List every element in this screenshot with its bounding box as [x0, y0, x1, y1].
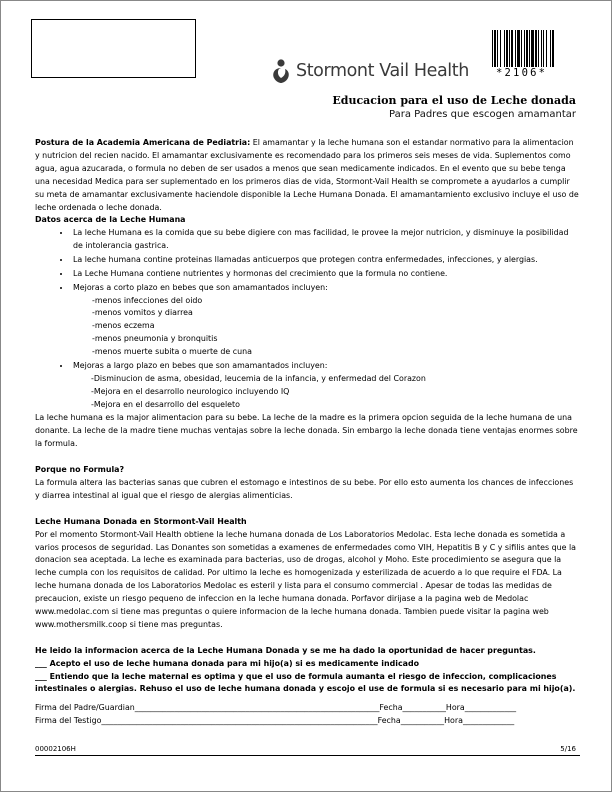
footer-rule: [35, 755, 580, 756]
facts-list: [35, 227, 580, 411]
consent-accept-option[interactable]: ___ Acepto el uso de leche humana donada para mi hijo(a) si es medicamente indicado: [35, 658, 420, 668]
consent-statement: He leido la informacion acerca de la Leche Humana Donada y se me ha dado la oportunidad de hacer preguntas.: [35, 645, 536, 655]
donated-heading: Leche Humana Donada en Stormont-Vail Health: [35, 516, 247, 526]
facts-closing-paragraph: La leche humana es la major alimentacion para su bebe. La leche de la madre es la primera opcion seguida de la leche humana de una donante. La leche de la madre tiene muchas ventajas sobre la leche donada. Sin embargo la leche donada tiene ventajas enormes sobre la formula.: [35, 413, 578, 449]
barcode-number: *2106*: [496, 67, 548, 79]
formula-heading: Porque no Formula?: [35, 465, 125, 475]
brand-logo: [271, 57, 481, 85]
fact-text: Mejoras a largo plazo en bebes que son amamantados incluyen:: [73, 360, 328, 370]
long-term-item: -Disminucion de asma, obesidad, leucemia de la infancia, y enfermedad del Corazon: [91, 373, 426, 383]
stormont-vail-logo-icon: [271, 58, 291, 84]
parent-signature-line[interactable]: Firma del Padre/Guardian______________________________________________________________Fecha___________Hora_____________: [35, 703, 517, 712]
short-term-item: -menos pneumonia y bronquitis: [92, 334, 218, 344]
aap-text: El amamantar y la leche humana son el estandar normativo para la alimentacion y nutricion del recien nacido. El amamantar exclusivamente es recomendado para los primeros seis meses de vida. Suplementos como agua, agua azucarada, o formula no deben de ser usados a menos que sean medicamente indicados. En el evento que su bebe tenga una necesidad Medica para ser suplementado en los primeros dias de vida, Stormont-Vail Health se compromete a ayudarlos a cumplir su meta de amamantar exclusivamente haciendole disponible la Leche Humana Donada. El amamantamiento exclusivo incluye el uso de leche ordenada o leche donada.: [35, 138, 579, 212]
short-term-item: -menos eczema: [92, 321, 155, 331]
patient-label-box: [31, 19, 196, 78]
consent-decline-option[interactable]: ___ Entiendo que la leche maternal es optima y que el uso de formula aumanta el riesgo de infeccion, complicaciones intestinales o alergias. Rehuso el uso de leche humana donada y escojo el use de formula si es necesario para mi hijo(a).: [35, 671, 576, 694]
fact-item: • La Leche Humana contiene nutrientes y hormonas del crecimiento que la formula no contiene.: [71, 268, 580, 281]
formula-paragraph: La formula altera las bacterias sanas que cubren el estomago e intestinos de su bebe. Por ello esto aumenta los chances de infecciones y diarrea intestinal al igual que el riesgo de alergias alimenticias.: [35, 478, 574, 500]
document-body: [35, 137, 580, 696]
barcode: [492, 30, 577, 67]
fact-item: • La leche Humana es la comida que su bebe digiere con mas facilidad, le provee la mejor nutricion, y disminuye la posibilidad de intolerancia gastrica.: [71, 227, 580, 253]
facts-heading: Datos acerca de la Leche Humana: [35, 215, 186, 225]
document-subtitle: Para Padres que escogen amamantar: [389, 109, 576, 120]
aap-label: Postura de la Academia Americana de Pediatria:: [35, 138, 251, 147]
document-title: Educacion para el uso de Leche donada: [332, 94, 576, 107]
form-number: 00002106H: [35, 745, 76, 753]
form-date: 5/16: [560, 745, 576, 753]
fact-item: [71, 282, 580, 359]
short-term-list: [73, 295, 580, 360]
donated-paragraph: Por el momento Stormont-Vail Health obtiene la leche humana donada de Los Laboratorios Medolac. Esta leche donada es sometida a varios procesos de seguridad. Las Donantes son sometidas a examenes de enfermedades como VIH, Hepatitis B y C y sifilis antes que la donacion sea aceptada. La leche es examinada para bacterias, uso de drogas, alcohol y Moho. Este procedimiento se asegura que la leche cumpla con los requisitos de calidad. Por ultimo la leche es homogenizada y esterilizada de acuerdo a lo que require el FDA. La leche humana donada de los Laboratorios Medolac es esteril y lista para el consumo commercial . Apesar de todas las medidas de precaucion, existe un riesgo pequeno de infeccion en la leche humana donada. Porfavor dirijase a la pagina web de Medolac www.medolac.com si tiene mas preguntas o quiere informacion de la leche humana donada. Tambien puede visitar la pagina web www.mothersmilk.coop si tiene mas preguntas.: [35, 529, 577, 629]
fact-text: Mejoras a corto plazo en bebes que son amamantados incluyen:: [73, 282, 328, 292]
logo-text: Stormont Vail Health: [296, 61, 469, 81]
short-term-item: -menos vomitos y diarrea: [92, 308, 193, 318]
fact-item: [71, 360, 580, 412]
long-term-item: -Mejora en el desarrollo neurologico incluyendo IQ: [91, 386, 290, 396]
short-term-item: -menos muerte subita o muerte de cuna: [92, 347, 252, 357]
witness-signature-line[interactable]: Firma del Testigo______________________________________________________________________Fecha___________Hora_____________: [35, 716, 515, 725]
long-term-item: -Mejora en el desarrollo del esqueleto: [91, 399, 240, 409]
short-term-item: -menos infecciones del oido: [92, 295, 203, 305]
long-term-list: [73, 373, 580, 412]
fact-item: • La leche humana contine proteinas llamadas anticuerpos que protegen contra enfermedades, infecciones, y alergias.: [71, 254, 580, 267]
aap-position-paragraph: [35, 137, 580, 214]
